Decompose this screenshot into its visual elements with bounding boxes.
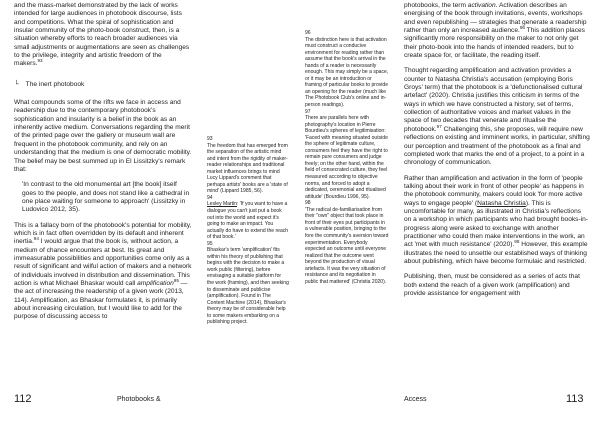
block-quote: 'In contrast to the old monumental art [the book] itself goes to the people, and does not stand like a cathedral in one place waiting for someone to approach' (Lissitzky in Ludovico 2012, 35). [22, 181, 190, 214]
emphasis-amplification: amplification [137, 279, 174, 287]
heading-bracket-icon: └ [14, 80, 19, 88]
footnote-ref-95[interactable]: 95 [173, 277, 179, 283]
left-page-number: 112 [14, 393, 32, 405]
left-paragraph-3: This is a fallacy born of the photobook's potential for mobility, which is in fact often overridden by its default and inherent inertia.$^{94}$ I would argue that the book is, without action, a medium of chance encounters at best. Its great and immeasurable possibilities and opportunities come only as a result of significant and wilful action of makers and a network of individuals involved in distribution and dissemination. This action is what Michael Bhaskar would call amplification$^{95}$ — the act of increasing the readership of a given work (2013, 114). Amplification, as Bhaskar formulates it, is primarily about increasing circulation, but I would like to add for the purpose of discussing access to [14, 221, 192, 321]
right-paragraph-3: Rather than amplification and activation in the form of 'people talking about their work in front of other people' as happens in the photobook community, makers could look 'for more active ways to engage people' (Natasha Christia). This is uncomfortable for many, as illustrated in Christia's reflections on a workshop in which participants who had brought books-in-progress along were asked to exchange with another practitioner who could then make interventions in the work, an act 'met with much resistance' (2020).$^{98}$ However, this example illustrates the need to unsettle our established ways of thinking about publishing, which have become formulaic and restricted. [404, 174, 588, 265]
interviewee-link[interactable]: Lesley Martin [207, 201, 238, 208]
left-paragraph-2: What compounds some of the rifts we face in access and readership due to the contemporary photobook's sophistication and insularity is a belief in the book as an inherently active medium. Conversations regarding the merit of the printed page over the gallery or museum wall are frequent in the photobook community, and rely on an understanding that the medium is one of democratic mobility. The belief may be best summed up in El Lissitzky's remark that: [14, 99, 192, 173]
right-paragraph-1: photobooks, the term activation. Activation describes an energising of the book through invitations, events, workshops and even republishing — strategies that generate a readership rather than only an increased audience.$^{96}$ This addition places significantly more responsibility on the maker to not only get their photo-book into the hands of intended readers, but to create space for, or facilitate, the reading itself. [404, 2, 587, 60]
right-paragraph-4: Publishing, then, must be considered as a series of acts that both extend the reach of a given work (amplification) and provide assistance for engagement with [404, 273, 580, 297]
section-heading [14, 81, 192, 89]
footnote-number: 94 [207, 194, 213, 201]
footnote-95: 95 Bhaskar's term 'amplification' fits within his theory of publishing that begins with the decision to make a work public (filtering), before envisaging a suitable platform for the work (framing), and then seeking to disseminate and publicise (amplification). Found in The Content Machine (2014), Bhaskar's theory may be of considerable help to some makers embarking on a publishing project. [207, 240, 289, 326]
right-running-head: Access [404, 396, 427, 403]
footnote-ref-93[interactable]: 93 [37, 58, 43, 64]
left-page-body [14, 2, 192, 322]
footnotes-column-right [305, 2, 389, 285]
footnote-94: 94 Lesley Martin: 'If you want to have a dialogue you can't just put a book out into the world and expect it's going to make an impact. You actually do have to extend the reach of that book.' [207, 194, 289, 241]
footnote-number: 93 [207, 136, 213, 142]
footnote-ref-96[interactable]: 96 [519, 24, 525, 30]
right-page-number: 113 [566, 393, 584, 405]
footnote-ref-98[interactable]: 98 [514, 239, 520, 245]
footnotes-column-left [207, 136, 289, 326]
right-paragraph-2: Thought regarding amplification and activation provides a counter to Natasha Christia's accusation (employing Boris Groys' term) that the photobook is a 'defunctionalised cultural artefact' (2020). Christia justifies this criticism in terms of the ways in which we have constructed a history, set of terms, collection of authoritative voices and market values in the space of two decades that venerate and ritualise the photobook.$^{97}$ Challenging this, she proposes, will require new reflections on existing and imminent works, in particular, shifting our perception and treatment of the photobook as a final and completed work that marks the end of a project, to a point in a chronology of communication. [404, 67, 590, 167]
footnote-97: 97 There are parallels here with photography's location in Pierre Bourdieu's spheres of legitimisation: 'Faced with meaning situated outside the sphere of legitimate culture, consumers feel they have the right to remain pure consumers and judge freely; on the other hand, within the field of consecrated culture, they feel measured according to objective norms, and forced to adopt a dedicated, ceremonial and ritualised attitude' (Bourdieu 1996, 95). [305, 108, 388, 200]
footnote-93: 93 The freedom that has emerged from the separation of the artistic mind and intent from the rigidity of maker-reader relationships and traditional market influences brings to mind Lucy Lippard's comment that perhaps artists' books are a 'state of mind' (Lippard 1985, 56). [207, 136, 288, 195]
interviewee-link[interactable]: Natasha Christia [477, 199, 526, 207]
left-running-head: Photobooks & [117, 396, 161, 403]
footnote-number: 97 [305, 108, 311, 115]
footnote-number: 95 [207, 240, 213, 247]
footnote-number: 98 [305, 200, 311, 207]
footnote-ref-97[interactable]: 97 [436, 123, 442, 129]
footnote-96: 96 The distinction here is that activation must construct a conducive environment for reading rather than assume that the book's arrival in the hands of a reader is necessarily enough. This may simply be a space, or it may be an introduction or framing of particular books to provide an opening for the reader (much like The Photobook Club's online and in-person readings). [305, 30, 389, 109]
footnote-ref-94[interactable]: 94 [33, 236, 39, 242]
section-heading-text: The inert photobook [25, 80, 85, 88]
right-page-body [404, 2, 590, 298]
emphasis-activation: activation [467, 2, 496, 9]
footnote-number: 96 [305, 30, 311, 36]
left-paragraph-1: and the mass-market demonstrated by the lack of works intended for large audiences in photobook discourse, lists and competitions. What the spiral of sophistication and insular community of the photo-book construct, then, is a situation whereby efforts to reach broader audiences via small adjustments or augmentations are seen as challenges to the privilege, integrity and artistic freedom of the makers.$^{93}$ [14, 2, 190, 68]
footnote-98: 98 'The radical de-familiarisation from their "own" object that took place in front of their eyes put participants in a vulnerable position, bringing to the fore the community's aversion toward experimentation. Everybody expected an outcome until everyone realized that the outcome went beyond the production of visual artefacts. It was the very situation of resistance and its negotiation in public that mattered' (Christia 2020). [305, 200, 389, 285]
